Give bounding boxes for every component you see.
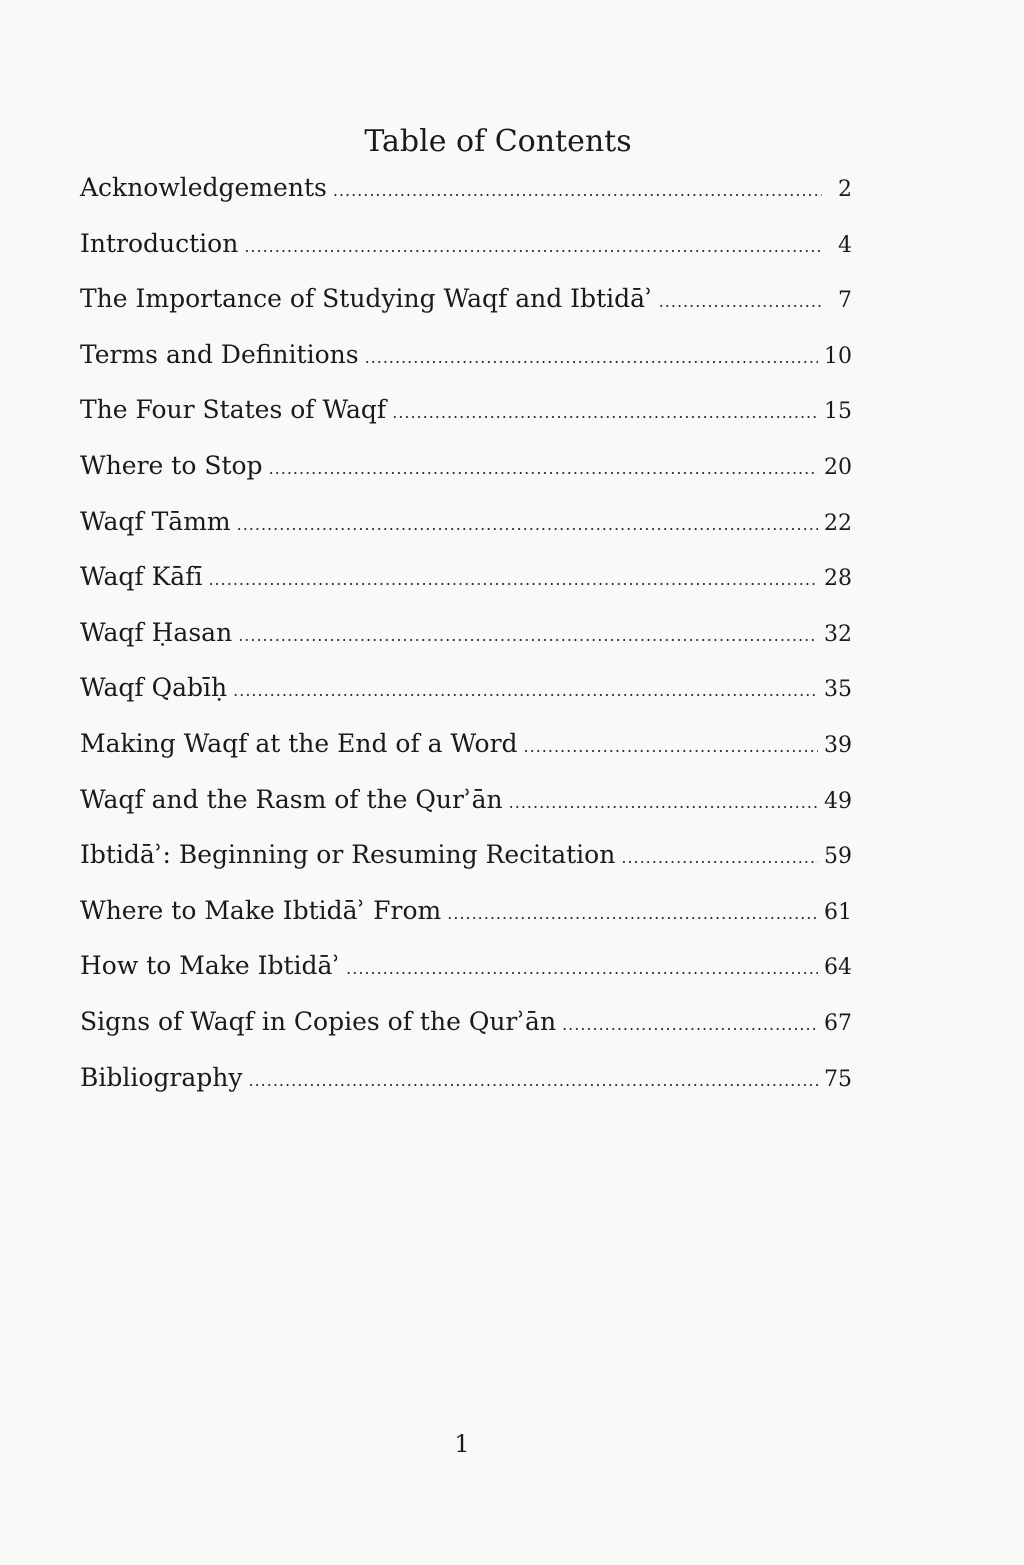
toc-entry-label: Waqf Kāfī — [80, 562, 203, 592]
dot-leader — [346, 949, 818, 989]
toc-list — [80, 168, 852, 1113]
toc-entry — [80, 891, 852, 947]
toc-entry-page-number: 32 — [824, 621, 852, 647]
toc-entry — [80, 613, 852, 669]
toc-entry-page-number: 67 — [824, 1010, 852, 1036]
toc-entry — [80, 335, 852, 391]
toc-entry — [80, 446, 852, 502]
toc-entry-page-number: 10 — [824, 343, 852, 369]
toc-entry-page-number: 59 — [824, 844, 852, 870]
toc-entry — [80, 557, 852, 613]
dot-leader — [233, 671, 818, 711]
page-title: Table of Contents — [364, 124, 632, 159]
toc-entry — [80, 390, 852, 446]
toc-entry-label: Introduction — [80, 228, 239, 258]
dot-leader — [269, 449, 818, 489]
toc-entry — [80, 835, 852, 891]
toc-entry-label: Terms and Definitions — [80, 339, 359, 369]
toc-entry — [80, 279, 852, 335]
dot-leader — [621, 838, 818, 878]
dot-leader — [524, 727, 818, 767]
toc-entry-label: Waqf Ḥasan — [80, 617, 233, 647]
toc-entry-label: Ibtidāʾ: Beginning or Resuming Recitation — [80, 840, 616, 870]
toc-entry-page-number: 4 — [838, 232, 852, 258]
toc-entry-page-number: 75 — [824, 1066, 852, 1092]
dot-leader — [249, 1061, 819, 1101]
toc-entry-label: Making Waqf at the End of a Word — [80, 728, 518, 758]
toc-entry-page-number: 61 — [824, 899, 852, 925]
toc-entry — [80, 946, 852, 1002]
toc-entry — [80, 502, 852, 558]
dot-leader — [244, 227, 822, 267]
dot-leader — [238, 616, 818, 656]
toc-entry-label: The Importance of Studying Waqf and Ibtidāʾ — [80, 284, 653, 314]
toc-entry-page-number: 28 — [824, 566, 852, 592]
toc-entry-label: Waqf Tāmm — [80, 506, 231, 536]
dot-leader — [208, 560, 818, 600]
dot-leader — [562, 1005, 818, 1045]
toc-entry-label: Where to Stop — [80, 450, 263, 480]
dot-leader — [365, 338, 818, 378]
dot-leader — [447, 894, 818, 934]
toc-entry — [80, 168, 852, 224]
toc-entry — [80, 224, 852, 280]
dot-leader — [659, 282, 822, 322]
toc-entry-label: Where to Make Ibtidāʾ From — [80, 895, 442, 925]
toc-entry — [80, 1058, 852, 1114]
toc-entry-page-number: 20 — [824, 454, 852, 480]
toc-entry-label: Acknowledgements — [80, 173, 327, 202]
toc-entry — [80, 724, 852, 780]
dot-leader — [333, 171, 822, 211]
toc-entry-page-number: 35 — [824, 677, 852, 703]
toc-entry-page-number: 2 — [838, 177, 852, 202]
toc-entry — [80, 780, 852, 836]
toc-entry-label: How to Make Ibtidāʾ — [80, 951, 341, 981]
toc-entry-label: Signs of Waqf in Copies of the Qurʾān — [80, 1006, 557, 1036]
page-number: 1 — [454, 1430, 470, 1458]
toc-entry-page-number: 7 — [838, 288, 852, 314]
dot-leader — [509, 783, 818, 823]
toc-entry-page-number: 15 — [824, 399, 852, 425]
toc-entry — [80, 1002, 852, 1058]
toc-entry-page-number: 22 — [824, 510, 852, 536]
toc-entry-label: The Four States of Waqf — [80, 395, 387, 425]
toc-entry — [80, 668, 852, 724]
toc-entry-page-number: 39 — [824, 732, 852, 758]
toc-entry-label: Waqf and the Rasm of the Qurʾān — [80, 784, 503, 814]
toc-entry-label: Waqf Qabīḥ — [80, 673, 228, 703]
dot-leader — [392, 393, 818, 433]
toc-entry-page-number: 64 — [824, 955, 852, 981]
dot-leader — [237, 505, 818, 545]
toc-entry-label: Bibliography — [80, 1062, 243, 1092]
toc-entry-page-number: 49 — [824, 788, 852, 814]
